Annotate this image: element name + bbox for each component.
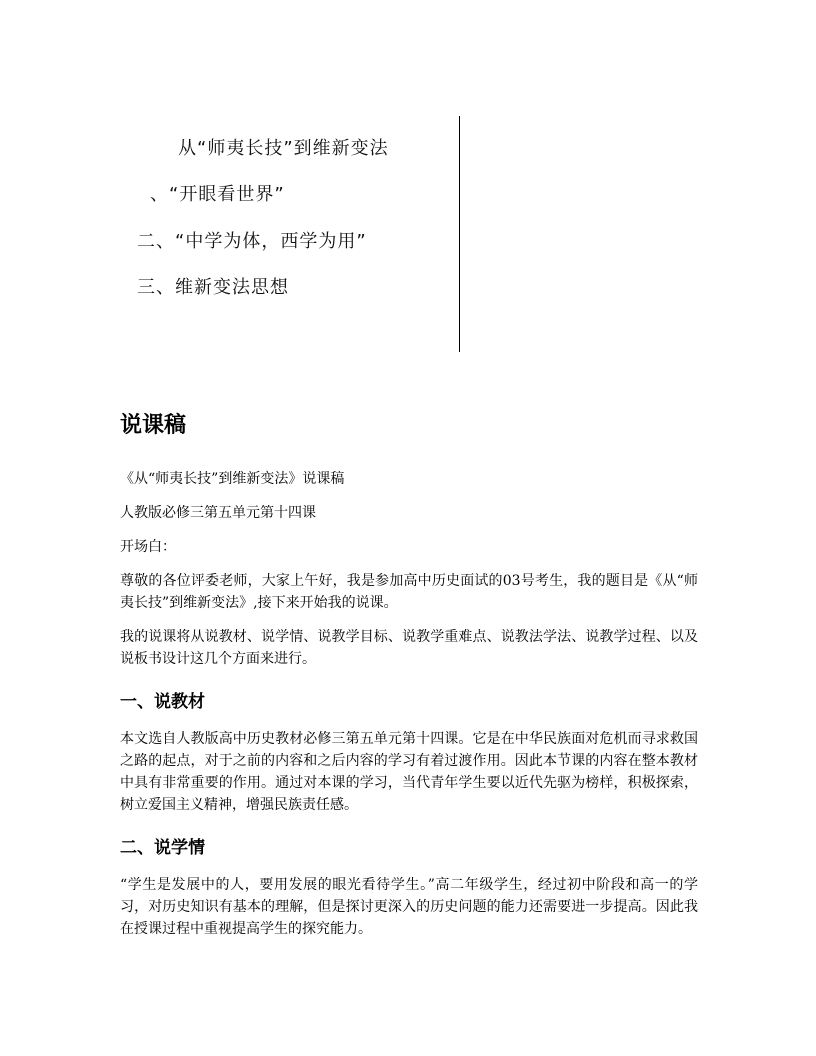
board-title: 从“师夷长技”到维新变法 (178, 138, 389, 159)
section-body-students: “学生是发展中的人，要用发展的眼光看待学生。”高二年级学生，经过初中阶段和高一的学习，对历史知识有基本的理解，但是探讨更深入的历史问题的能力还需要进一步提高。因此我在授课过程中重视提高学生的探究能力。 (120, 877, 698, 937)
section-body-textbook: 本文选自人教版高中历史教材必修三第五单元第十四课。它是在中华民族面对危机而寻求救国之路的起点，对于之前的内容和之后内容的学习有着过渡作用。因此本节课的内容在整本教材中具有非常重要的作用。通过对本课的学习，当代青年学生要以近代先驱为榜样，积极探索，树立爱国主义精神，增强民族责任感。 (120, 731, 698, 813)
board-point-2: 二、“中学为体，西学为用” (137, 231, 367, 252)
textbook-info: 人教版必修三第五单元第十四课 (120, 505, 316, 521)
board-point-3: 三、维新变法思想 (137, 277, 289, 298)
outline-paragraph: 我的说课将从说教材、说学情、说教学目标、说教学重难点、说教法学法、说教学过程、以及说板书设计这几个方面来进行。 (120, 629, 698, 667)
document-heading: 说课稿 (120, 413, 187, 438)
opening-paragraph: 尊敬的各位评委老师，大家上午好，我是参加高中历史面试的03号考生，我的题目是《从“师夷长技”到维新变法》,接下来开始我的说课。 (120, 573, 698, 611)
opening-label: 开场白： (120, 539, 176, 555)
board-divider-line (459, 116, 460, 352)
board-point-1: 、“开眼看世界” (150, 184, 285, 205)
lesson-title: 《从“师夷长技”到维新变法》说课稿 (120, 471, 345, 487)
document-body (120, 408, 698, 952)
section-heading-textbook: 一、说教材 (120, 692, 205, 712)
section-heading-students: 二、说学情 (120, 838, 205, 858)
